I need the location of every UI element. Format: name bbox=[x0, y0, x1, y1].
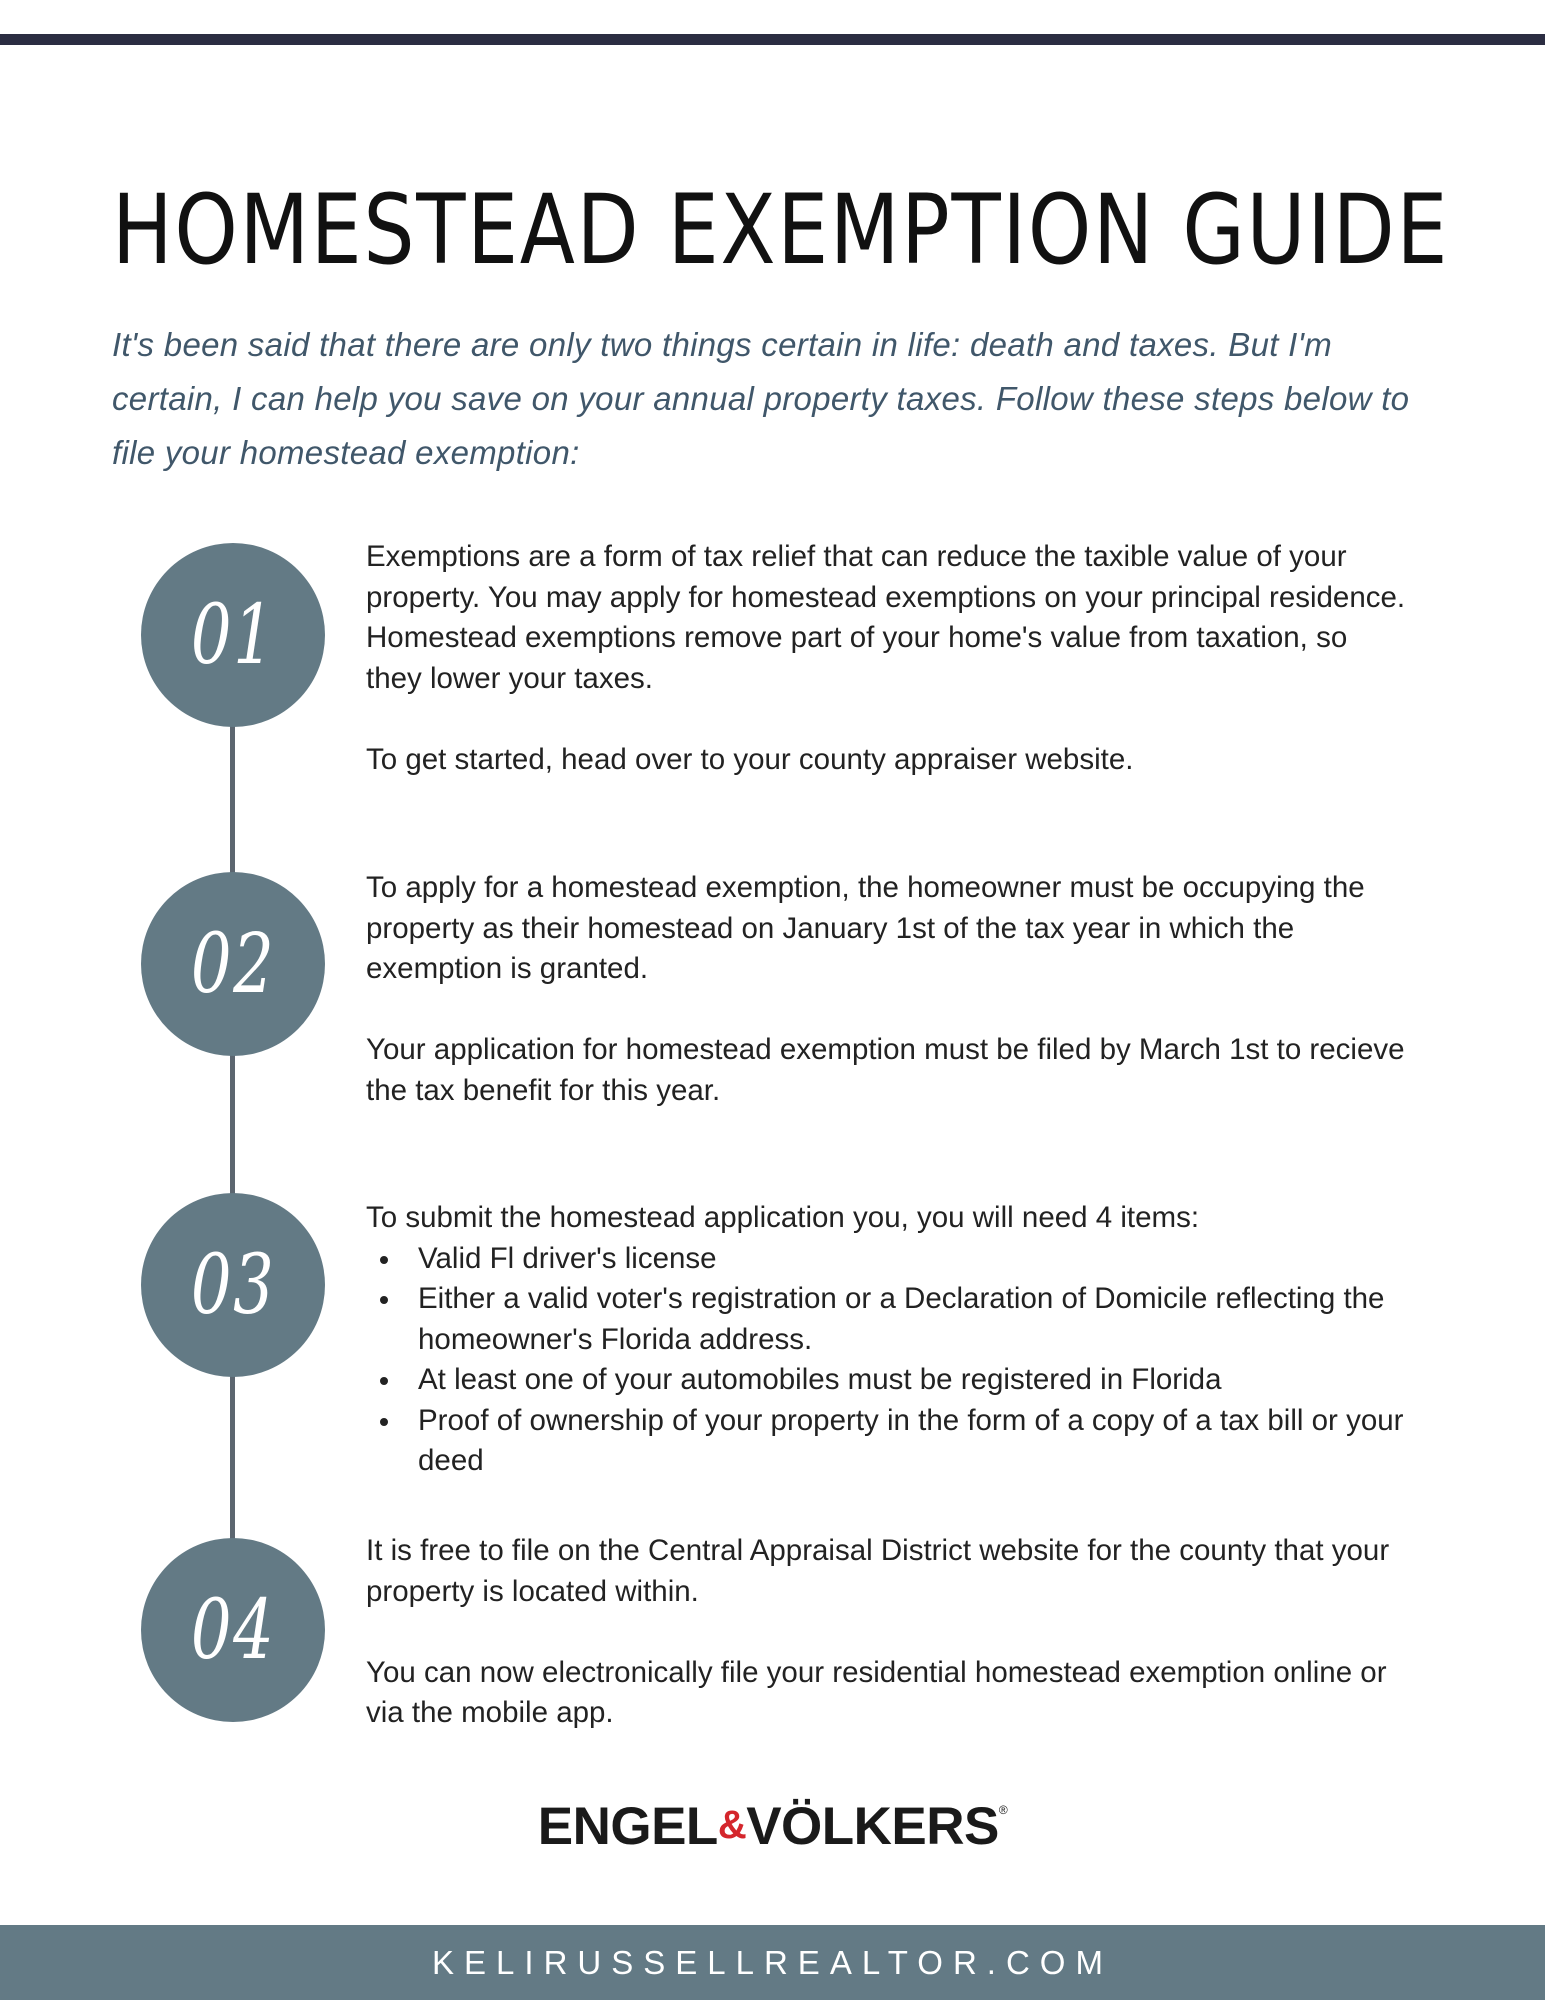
step-4-content bbox=[366, 1531, 1406, 1734]
step-4-number: 04 bbox=[190, 1582, 276, 1678]
list-item: At least one of your automobiles must be registered in Florida bbox=[366, 1360, 1406, 1401]
timeline-line bbox=[230, 640, 235, 1650]
step-2-paragraph-2: Your application for homestead exemption must be filed by March 1st to recieve the tax benefit for this year. bbox=[366, 1033, 1405, 1107]
step-3-number: 03 bbox=[190, 1237, 276, 1333]
page-title: HOMESTEAD EXEMPTION GUIDE bbox=[112, 174, 1450, 286]
step-2-paragraph-1: To apply for a homestead exemption, the homeowner must be occupying the property as their homestead on January 1st of the tax year in which the exemption is granted. bbox=[366, 871, 1365, 985]
logo-registered-mark: ® bbox=[998, 1803, 1008, 1817]
step-2-content bbox=[366, 868, 1406, 1111]
step-4-paragraph-2: You can now electronically file your residential homestead exemption online or via the mobile app. bbox=[366, 1655, 1387, 1729]
list-item: Valid Fl driver's license bbox=[366, 1239, 1406, 1280]
logo-ampersand: & bbox=[717, 1803, 747, 1847]
footer-bar bbox=[0, 1925, 1545, 2000]
step-1-content bbox=[366, 537, 1406, 780]
top-rule bbox=[0, 34, 1545, 45]
engel-volkers-logo bbox=[0, 1796, 1545, 1857]
step-3-badge bbox=[141, 1193, 325, 1377]
step-3-lead: To submit the homestead application you, you will need 4 items: bbox=[366, 1201, 1200, 1234]
website-link[interactable]: KELIRUSSELLREALTOR.COM bbox=[432, 1943, 1113, 1981]
list-item: Either a valid voter's registration or a Declaration of Domicile reflecting the homeowner's Florida address. bbox=[366, 1279, 1406, 1360]
step-1-badge bbox=[141, 543, 325, 727]
logo-part-2: VÖLKERS bbox=[746, 1797, 999, 1856]
requirements-list bbox=[366, 1239, 1406, 1482]
step-4-badge bbox=[141, 1538, 325, 1722]
step-4-paragraph-1: It is free to file on the Central Appraisal District website for the county that your property is located within. bbox=[366, 1534, 1390, 1608]
intro-text: It's been said that there are only two things certain in life: death and taxes. But I'm certain, I can help you save on your annual property taxes. Follow these steps below to file your homestead exemption: bbox=[112, 326, 1410, 471]
step-3-content bbox=[366, 1198, 1406, 1482]
step-2-badge bbox=[141, 872, 325, 1056]
step-2-number: 02 bbox=[190, 916, 276, 1012]
step-1-number: 01 bbox=[190, 587, 276, 683]
list-item: Proof of ownership of your property in the form of a copy of a tax bill or your deed bbox=[366, 1401, 1406, 1482]
step-1-paragraph-2: To get started, head over to your county appraiser website. bbox=[366, 742, 1134, 776]
logo-part-1: ENGEL bbox=[537, 1797, 718, 1856]
step-1-paragraph-1: Exemptions are a form of tax relief that can reduce the taxible value of your property. You may apply for homestead exemptions on your principal residence. Homestead exemptions remove part of your home's value from taxation, so they lower your taxes. bbox=[366, 540, 1406, 695]
